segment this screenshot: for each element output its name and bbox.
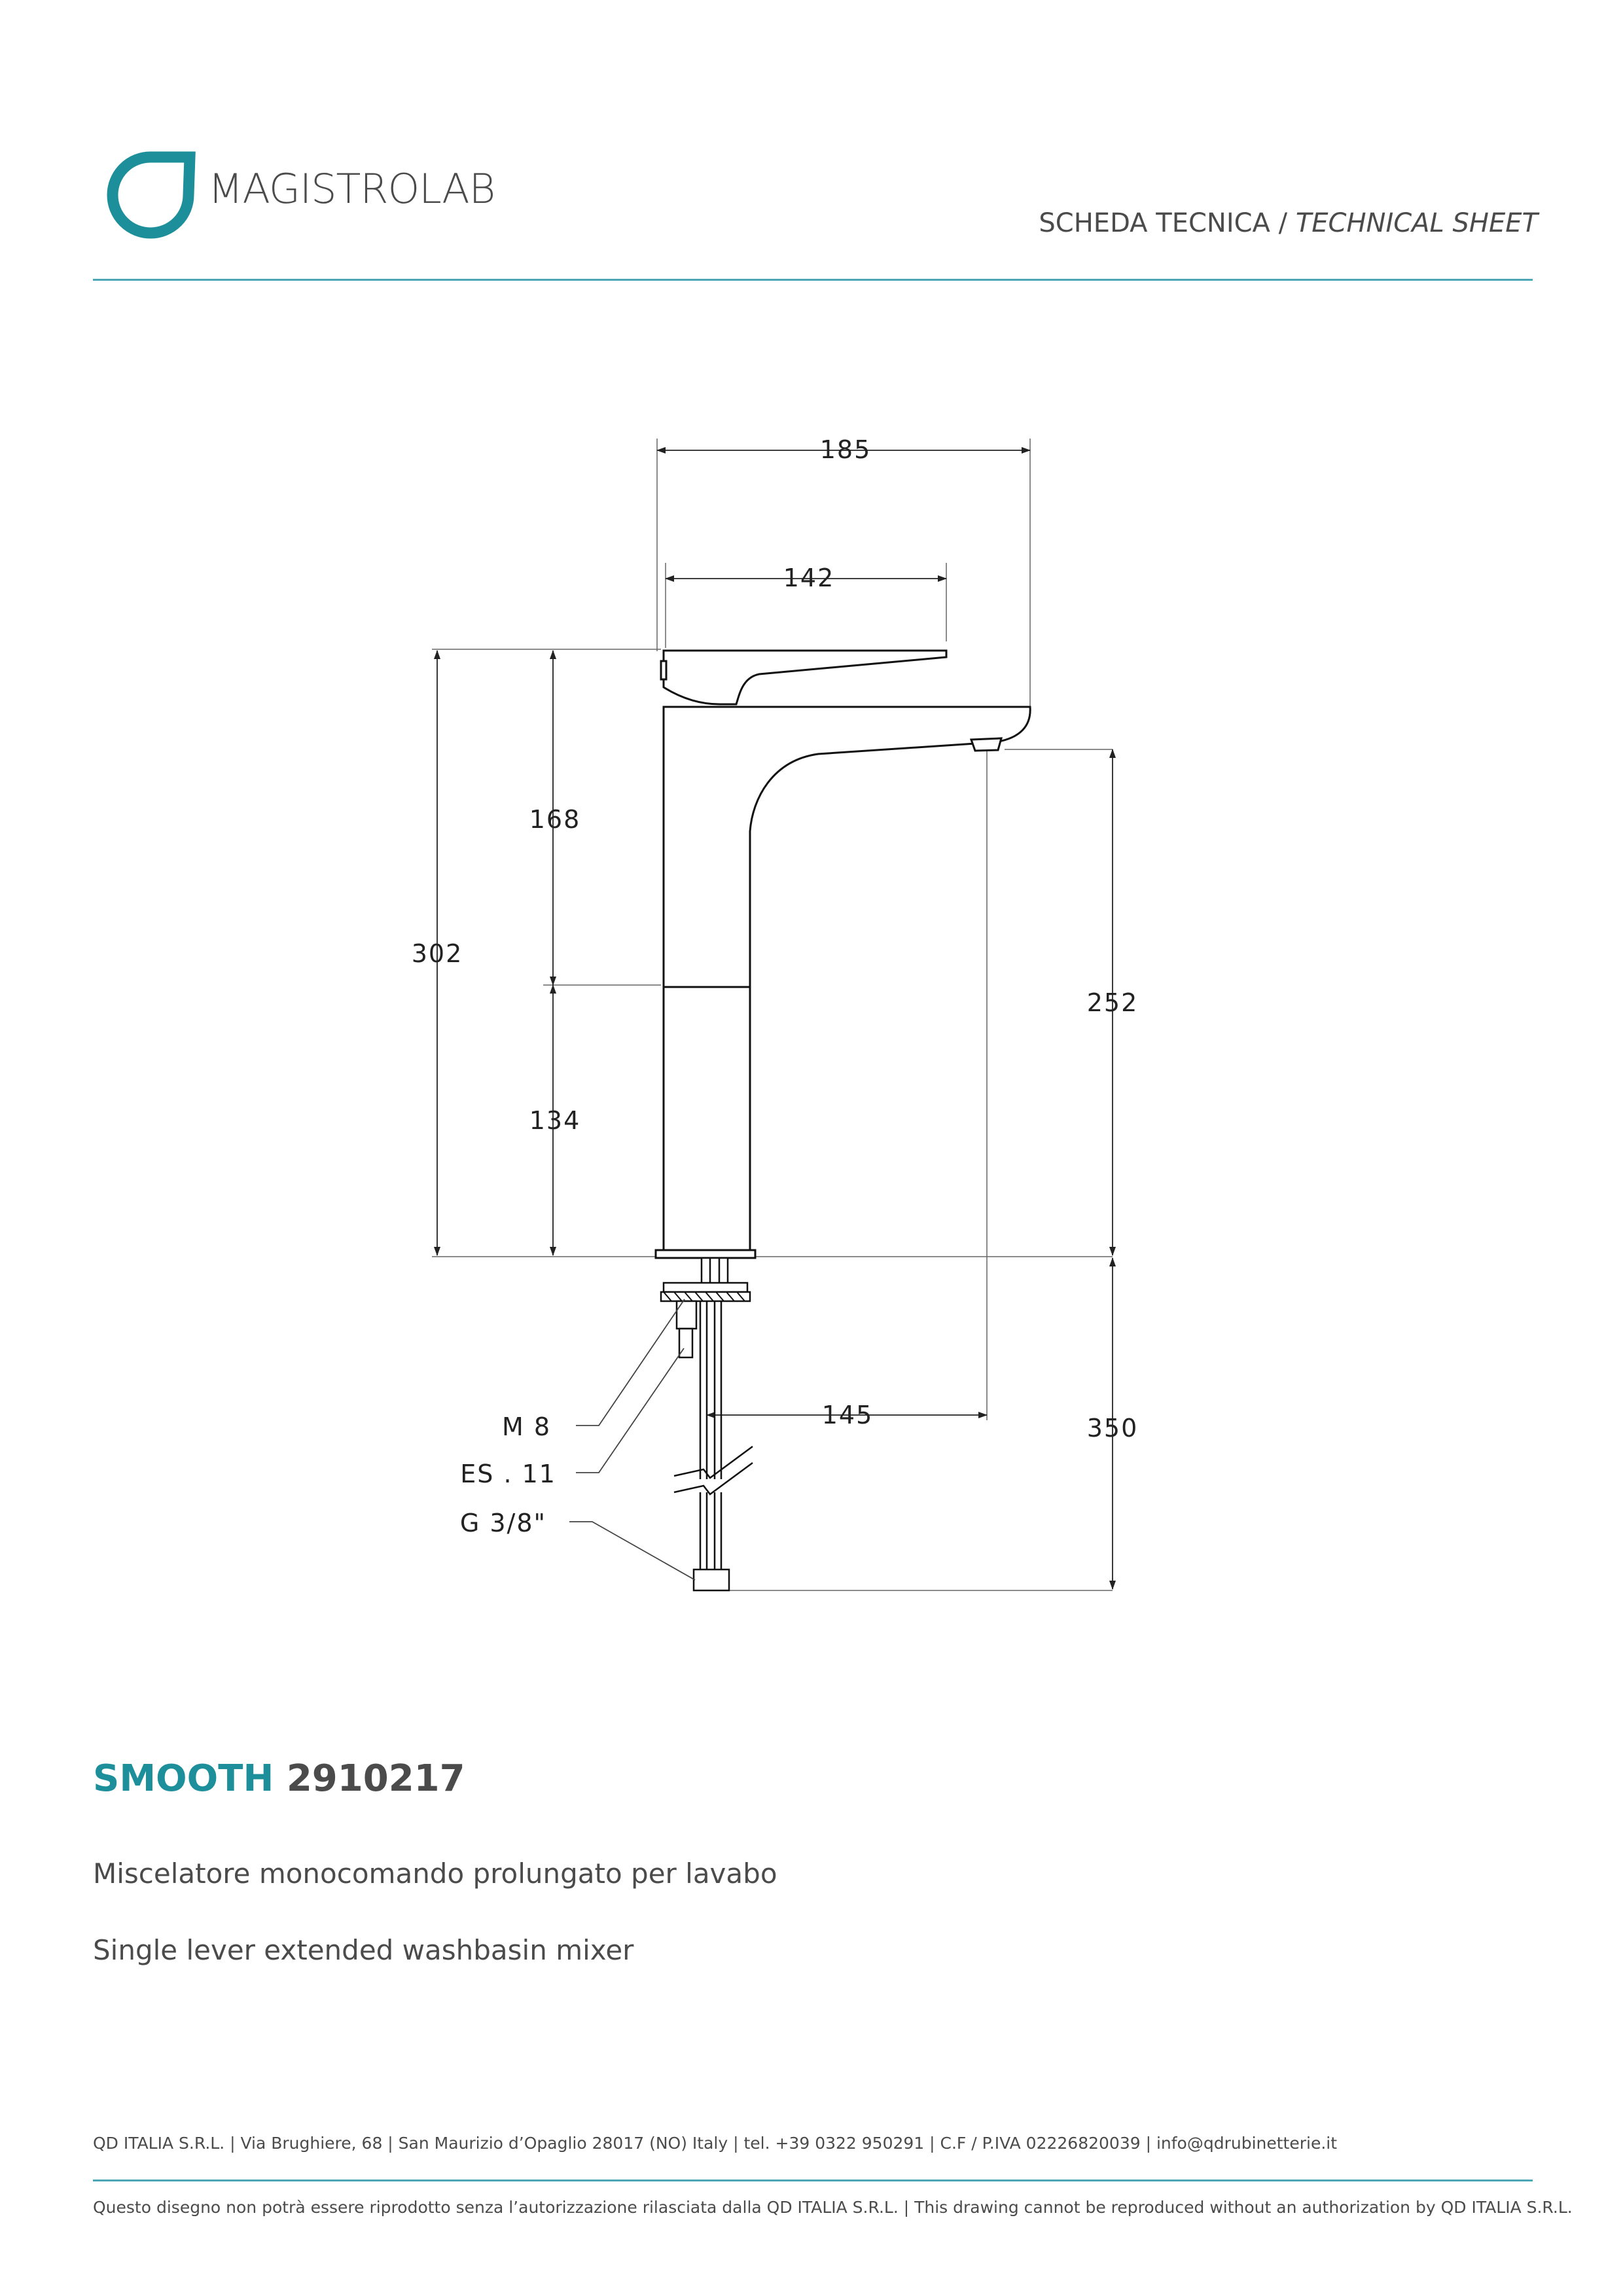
dim-lever-width: 142 (783, 564, 835, 592)
technical-drawing (0, 393, 1623, 1636)
dim-lower-height: 134 (529, 1106, 581, 1135)
description-it: Miscelatore monocomando prolungato per lavabo (93, 1857, 777, 1890)
footer-divider (93, 2179, 1533, 2181)
brand-name: MAGISTROLAB (208, 165, 495, 213)
callout-stud-thread: M 8 (501, 1412, 551, 1441)
product-series: SMOOTH (93, 1757, 274, 1800)
header-divider (93, 279, 1533, 281)
callout-spanner: ES . 11 (460, 1460, 556, 1488)
spout-body (664, 707, 1030, 1250)
description-en: Single lever extended washbasin mixer (93, 1934, 634, 1966)
product-code: 2910217 (286, 1757, 465, 1800)
company-info: QD ITALIA S.R.L. | Via Brughiere, 68 | San Maurizio d’Opaglio 28017 (NO) Italy | tel. +39 0322 950291 | C.F / P.IVA 02226820039 | info@qdrubinetterie.it (93, 2134, 1338, 2153)
callout-hose-thread: G 3/8" (459, 1509, 546, 1537)
dim-spout-height: 252 (1086, 988, 1139, 1017)
dim-spout-reach: 145 (821, 1401, 874, 1429)
sheet-title-separator: / (1270, 208, 1296, 238)
dim-hose-length: 350 (1086, 1414, 1139, 1443)
copyright-notice: Questo disegno non potrà essere riprodotto senza l’autorizzazione rilasciata dalla QD ITALIA S.R.L. | This drawing cannot be reproduced without an authorization by QD ITALIA S.R.L. (93, 2198, 1573, 2217)
leader-lines (569, 1299, 695, 1580)
dim-upper-height: 168 (529, 805, 581, 834)
sheet-title-en: TECHNICAL SHEET (1295, 208, 1538, 238)
sheet-title-it: SCHEDA TECNICA (1039, 208, 1270, 238)
fixing-assembly (661, 1258, 753, 1590)
dim-total-height: 302 (411, 939, 463, 968)
sheet-title (1039, 208, 1538, 238)
dim-overall-width: 185 (819, 435, 872, 464)
product-title (93, 1757, 465, 1800)
faucet-outline (656, 651, 1030, 1258)
lever (664, 651, 946, 704)
